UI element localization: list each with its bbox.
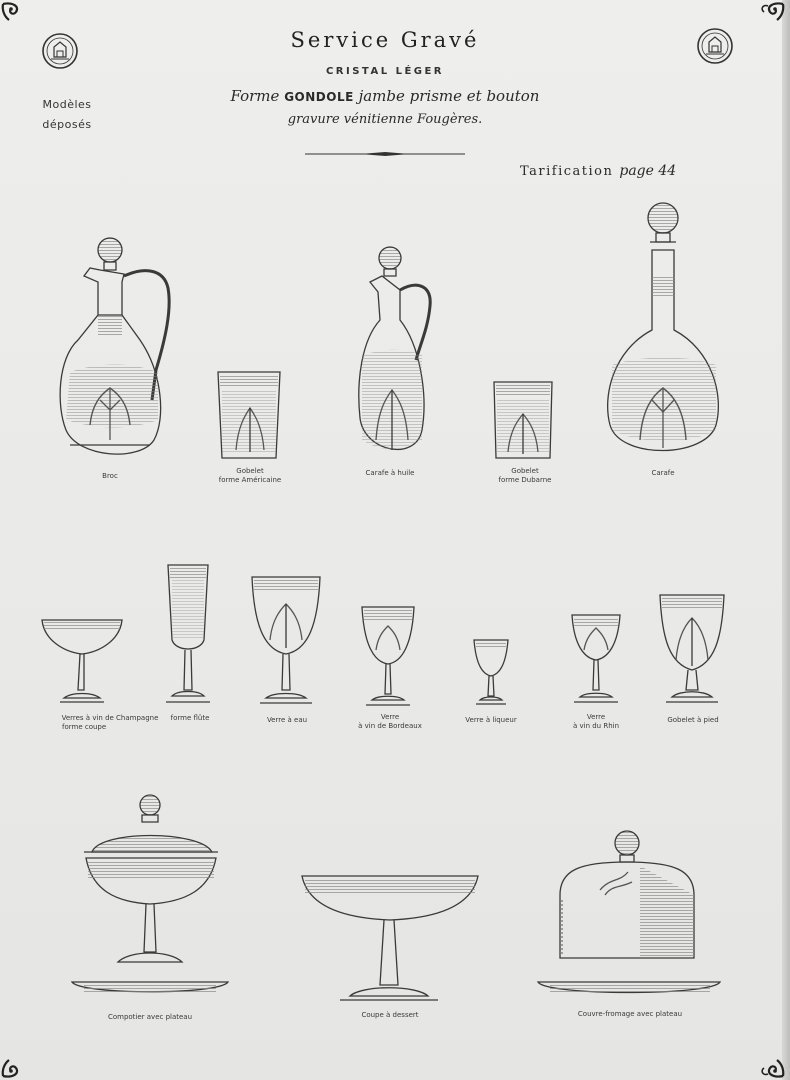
item-label-ewer: Broc [102, 472, 118, 480]
item-label-dessert-bowl: Coupe à dessert [361, 1011, 419, 1019]
tarification-page: page 44 [619, 163, 677, 179]
item-label-cheese-dome: Couvre-fromage avec plateau [577, 1010, 683, 1018]
item-label-liqueur-glass: Verre à liqueur [465, 716, 517, 724]
item-label-compote-dish: Compotier avec plateau [107, 1013, 193, 1021]
item-label-carafe: Carafe [651, 469, 675, 477]
item-label-champagne-coupe: Verres à vin de Champagne forme coupe [61, 714, 159, 731]
page-title: Service Gravé [290, 28, 480, 52]
item-label-oil-carafe: Carafe à huile [365, 469, 415, 477]
tumbler-dubarne-illustration [494, 382, 552, 458]
footed-goblet-illustration [660, 595, 724, 702]
champagne-flute-illustration [166, 565, 210, 702]
champagne-coupe-illustration [42, 620, 122, 702]
carafe-illustration [608, 203, 719, 451]
page-subtitle: CRISTAL LÉGER [325, 66, 445, 77]
dessert-bowl-illustration [302, 876, 478, 1000]
tarification-label: Tarification [520, 164, 614, 179]
tumbler-american-illustration [218, 372, 280, 458]
deposited-line-2: déposés [42, 118, 92, 131]
cheese-dome-illustration [538, 831, 720, 993]
item-label-tumbler-american: Gobelet forme Américaine [218, 467, 282, 484]
bordeaux-glass-illustration [362, 607, 414, 705]
item-label-bordeaux-glass: Verre à vin de Bordeaux [358, 713, 422, 730]
deposited-line-1: Modèles [42, 98, 92, 111]
compote-dish-illustration [72, 795, 228, 992]
engraving-description: gravure vénitienne Fougères. [287, 112, 483, 127]
water-glass-illustration [252, 577, 320, 703]
item-label-tumbler-dubarne: Gobelet forme Dubarne [498, 467, 552, 484]
form-name: GONDOLE [284, 90, 354, 104]
item-label-rhine-glass: Verre à vin du Rhin [572, 713, 620, 730]
ewer-illustration [60, 238, 169, 454]
rhine-wine-glass-illustration [572, 615, 620, 702]
item-label-footed-goblet: Gobelet à pied [667, 716, 719, 724]
oil-carafe-illustration [359, 247, 430, 450]
item-label-water-glass: Verre à eau [266, 716, 308, 724]
liqueur-glass-illustration [474, 640, 508, 704]
item-label-champagne-flute: forme flûte [170, 714, 210, 722]
form-suffix: jambe prisme et bouton [358, 87, 540, 105]
form-prefix: Forme [230, 87, 280, 105]
